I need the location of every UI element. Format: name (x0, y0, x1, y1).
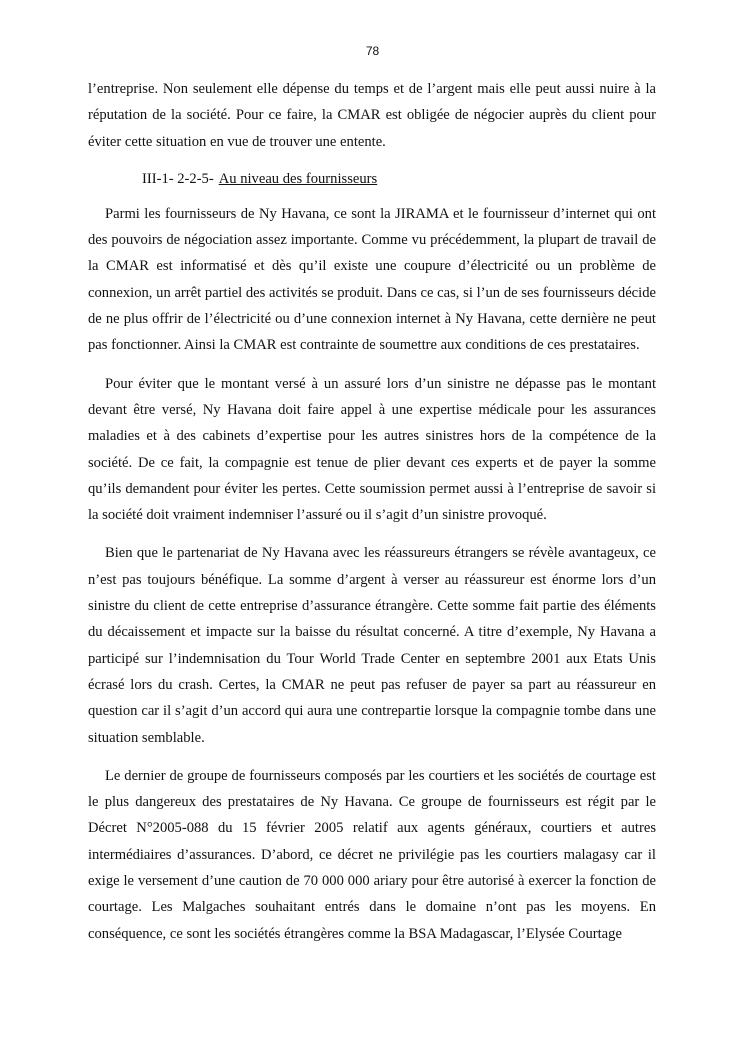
paragraph-medical-expertise: Pour éviter que le montant versé à un assuré lors d’un sinistre ne dépasse pas le montant devant être versé, Ny Havana doit faire appel à une expertise médicale pour les assurances maladies et à des cabinets d’expertise pour les autres sinistres hors de la compétence de la société. De ce fait, la compagnie est tenue de plier devant ces experts et de payer la somme qu’ils demandent pour éviter les pertes. Cette soumission permet aussi à l’entreprise de savoir si la société doit vraiment indemniser l’assuré ou il s’agit d’un sinistre provoqué. (88, 375, 656, 524)
section-title: Au niveau des fournisseurs (218, 170, 378, 187)
paragraph-brokers: Le dernier de groupe de fournisseurs composés par les courtiers et les sociétés de courtage est le plus dangereux des prestataires de Ny Havana. Ce groupe de fournisseurs est régit par le Décret N°2005-088 du 15 février 2005 relatif aux agents généraux, courtiers et autres intermédiaires d’assurances. D’abord, ce décret ne privilégie pas les courtiers malagasy car il exige le versement d’une caution de 70 000 000 ariary pour être autorisé à exercer la fonction de courtage. Les Malgaches souhaitant entrés dans le domaine n’ont pas les moyens. En conséquence, ce sont les sociétés étrangères comme la BSA Madagascar, l’Elysée Courtage (88, 767, 656, 942)
section-heading (88, 167, 656, 191)
section-number: III-1- 2-2-5- (142, 170, 214, 187)
paragraph-suppliers-jirama: Parmi les fournisseurs de Ny Havana, ce sont la JIRAMA et le fournisseur d’internet qui ont des pouvoirs de négociation assez importante. Comme vu précédemment, la plupart de travail de la CMAR est informatisé et dès qu’il existe une coupure d’électricité ou un problème de connexion, un arrêt partiel des activités se produit. Dans ce cas, si l’un de ses fournisseurs décide de ne plus offrir de l’électricité ou d’une connexion internet à Ny Havana, cette dernière ne peut pas fonctionner. Ainsi la CMAR est contrainte de soumettre aux conditions de ces prestataires. (88, 205, 656, 354)
paragraph-reinsurers: Bien que le partenariat de Ny Havana avec les réassureurs étrangers se révèle avantageux, ce n’est pas toujours bénéfique. La somme d’argent à verser au réassureur est énorme lors d’un sinistre du client de cette entreprise d’assurance étrangère. Cette somme fait partie des éléments du décaissement et impacte sur la baisse du résultat concerné. A titre d’exemple, Ny Havana a participé sur l’indemnisation du Tour World Trade Center en septembre 2001 aux Etats Unis écrasé lors du crash. Certes, la CMAR ne peut pas refuser de payer sa part au réassureur en question car il s’agit d’un accord qui aura une contrepartie lorsque la compagnie tombe dans une situation semblable. (88, 545, 656, 746)
document-body (88, 76, 656, 959)
intro-paragraph: l’entreprise. Non seulement elle dépense du temps et de l’argent mais elle peut aussi nuire à la réputation de la société. Pour ce faire, la CMAR est obligée de négocier auprès du client pour éviter cette situation en vue de trouver une entente. (88, 81, 656, 150)
page-number: 78 (365, 44, 380, 58)
